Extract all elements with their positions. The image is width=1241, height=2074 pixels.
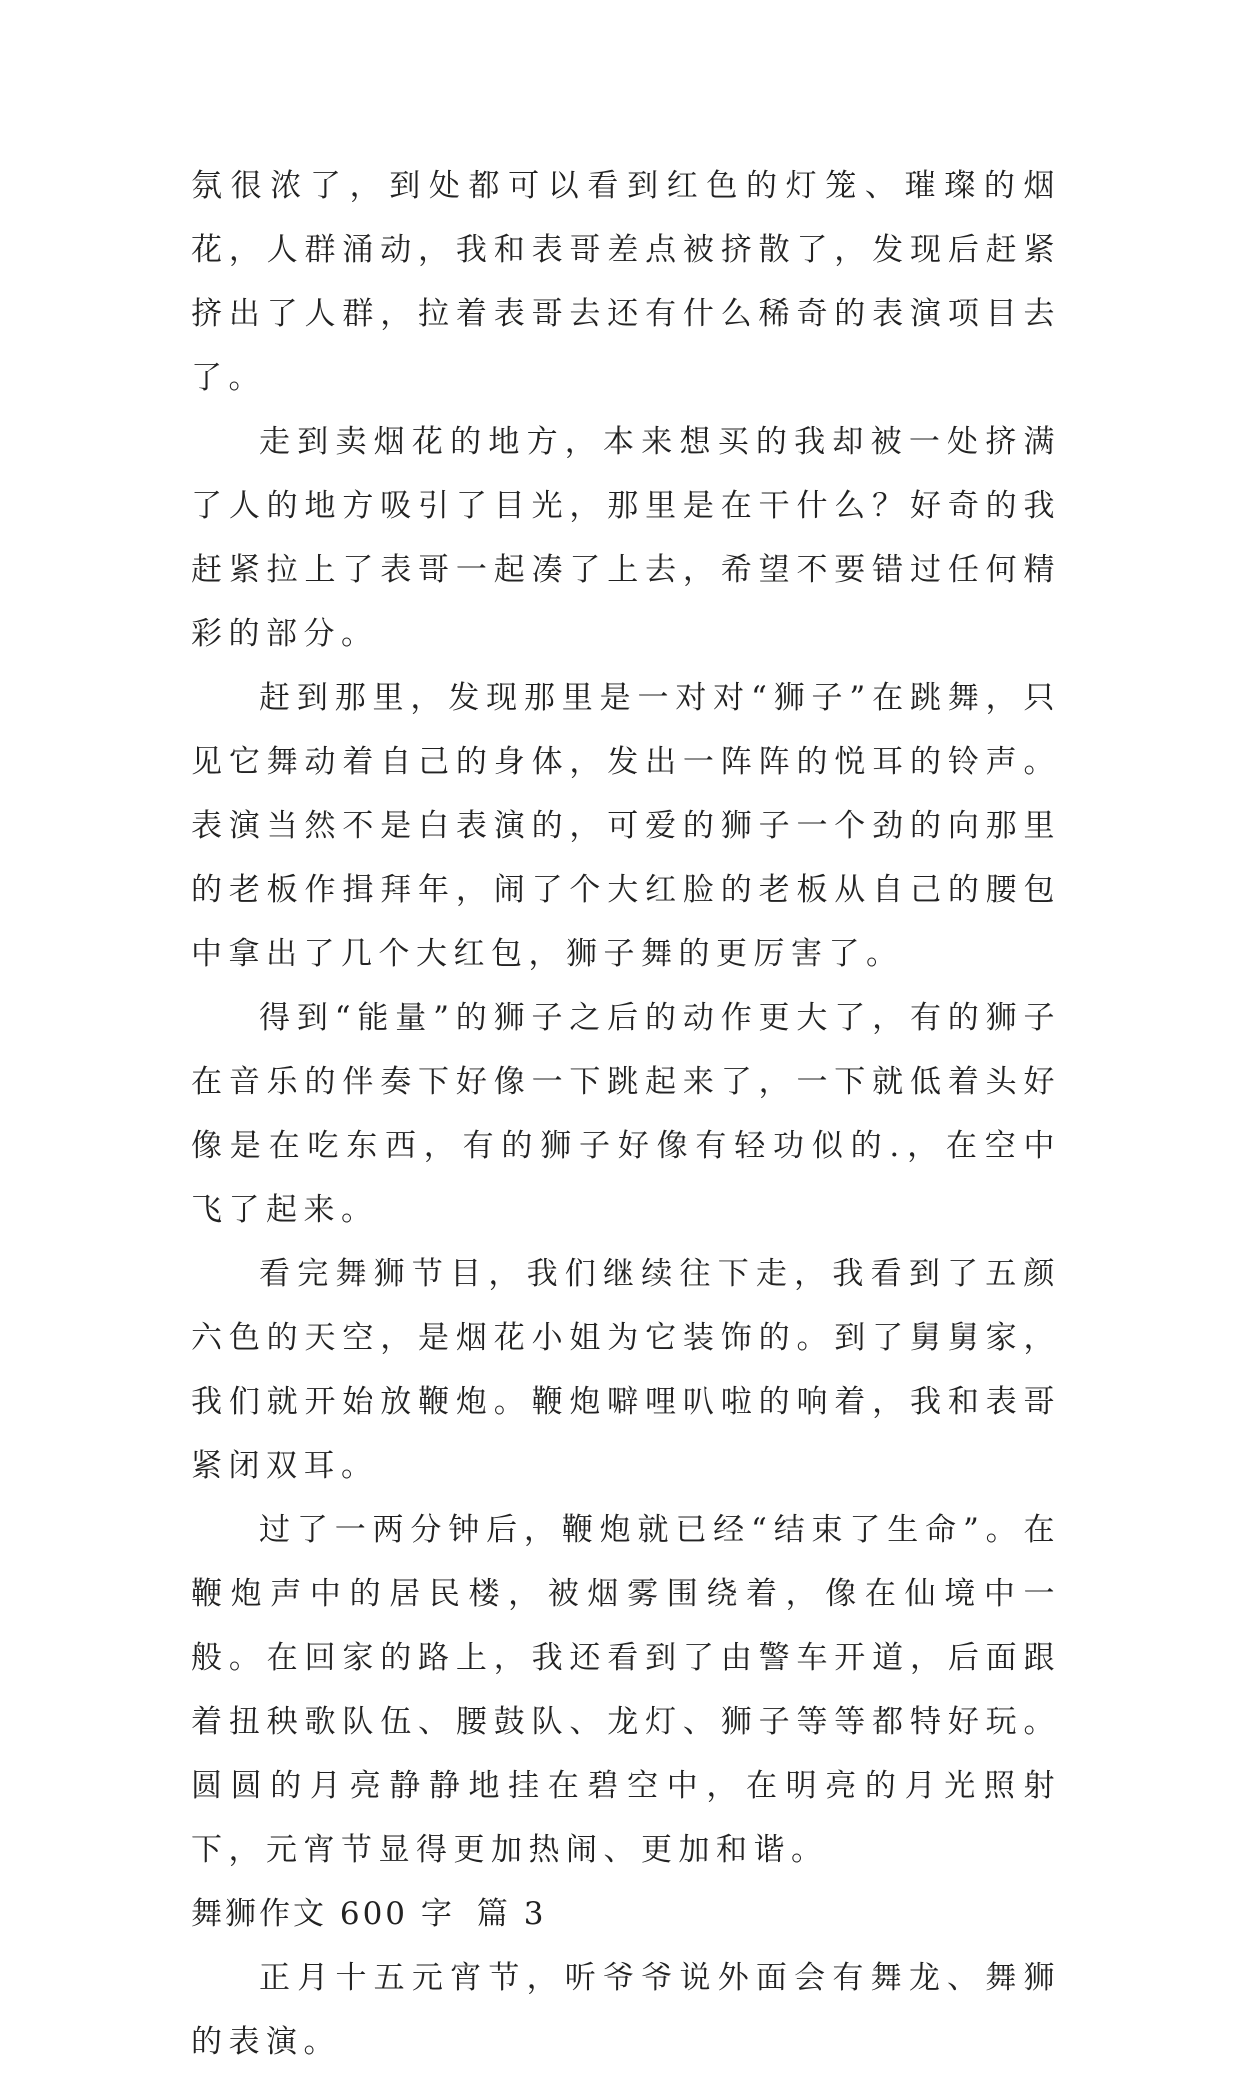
paragraph-7: 正月十五元宵节，听爷爷说外面会有舞龙、舞狮的表演。	[191, 1960, 1061, 2060]
paragraph-6: 过了一两分钟后，鞭炮就已经“结束了生命”。在鞭炮声中的居民楼，被烟雾围绕着，像在仙境中一般。在回家的路上，我还看到了由警车开道，后面跟着扭秧歌队伍、腰鼓队、龙灯、狮子等等都特好玩。圆圆的月亮静静地挂在碧空中，在明亮的月光照射下，元宵节显得更加热闹、更加和谐。	[191, 1512, 1061, 1868]
heading-section-number: 篇 3	[476, 1896, 547, 1932]
paragraph-2: 走到卖烟花的地方，本来想买的我却被一处挤满了人的地方吸引了目光，那里是在干什么？好奇的我赶紧拉上了表哥一起凑了上去，希望不要错过任何精彩的部分。	[191, 424, 1061, 652]
section-heading	[191, 1882, 1061, 1946]
paragraph-4: 得到“能量”的狮子之后的动作更大了，有的狮子在音乐的伴奏下好像一下跳起来了，一下就低着头好像是在吃东西，有的狮子好像有轻功似的.，在空中飞了起来。	[191, 1000, 1061, 1228]
paragraph-1: 氛很浓了，到处都可以看到红色的灯笼、璀璨的烟花，人群涌动，我和表哥差点被挤散了，发现后赶紧挤出了人群，拉着表哥去还有什么稀奇的表演项目去了。	[191, 168, 1061, 396]
paragraph-5: 看完舞狮节目，我们继续往下走，我看到了五颜六色的天空，是烟花小姐为它装饰的。到了舅舅家，我们就开始放鞭炮。鞭炮噼哩叭啦的响着，我和表哥紧闭双耳。	[191, 1256, 1061, 1484]
paragraph-3: 赶到那里，发现那里是一对对“狮子”在跳舞，只见它舞动着自己的身体，发出一阵阵的悦耳的铃声。表演当然不是白表演的，可爱的狮子一个劲的向那里的老板作揖拜年，闹了个大红脸的老板从自己的腰包中拿出了几个大红包，狮子舞的更厉害了。	[191, 680, 1061, 972]
document-page	[191, 154, 1061, 2074]
heading-title: 舞狮作文 600 字	[191, 1896, 455, 1932]
